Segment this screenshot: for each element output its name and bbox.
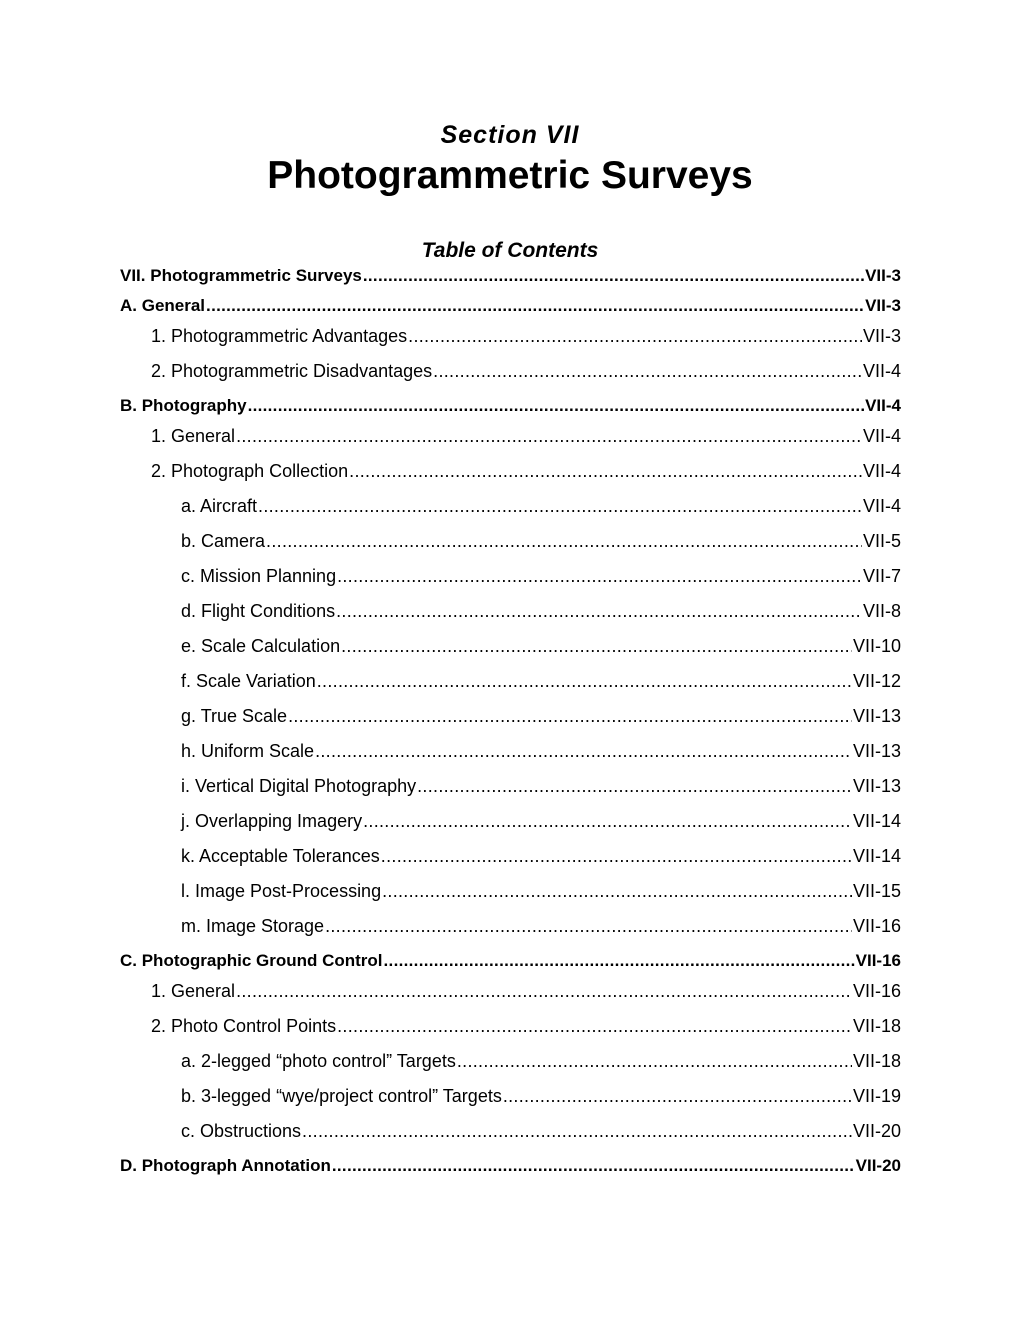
toc-leader xyxy=(248,393,865,419)
toc-entry-label: c. Obstructions xyxy=(181,1121,302,1141)
toc-entry-page: VII-18 xyxy=(852,1016,901,1036)
toc-leader xyxy=(381,843,852,869)
toc-leader xyxy=(332,1153,855,1179)
toc-entry-label: B. Photography xyxy=(120,396,247,415)
toc-entry-label: j. Overlapping Imagery xyxy=(181,811,363,831)
toc-entry-page: VII-20 xyxy=(852,1121,901,1141)
toc-entry-label: 2. Photograph Collection xyxy=(151,461,349,481)
toc-entry[interactable] xyxy=(120,358,901,393)
toc-entry-label: VII. Photogrammetric Surveys xyxy=(120,266,362,285)
toc-leader xyxy=(382,878,852,904)
toc-entry[interactable] xyxy=(120,393,901,423)
toc-entry[interactable] xyxy=(120,1083,901,1118)
toc-leader xyxy=(417,773,852,799)
toc-entry[interactable] xyxy=(120,458,901,493)
toc-entry-label: 2. Photogrammetric Disadvantages xyxy=(151,361,433,381)
toc-entry-page: VII-12 xyxy=(852,671,901,691)
toc-entry[interactable] xyxy=(120,528,901,563)
toc-leader xyxy=(315,738,852,764)
toc-entry-label: 2. Photo Control Points xyxy=(151,1016,337,1036)
toc-entry-label: b. 3-legged “wye/project control” Targets xyxy=(181,1086,502,1106)
toc-entry-page: VII-7 xyxy=(862,566,901,586)
toc-entry[interactable] xyxy=(120,293,901,323)
toc-entry-page: VII-3 xyxy=(865,266,901,285)
toc-entry[interactable] xyxy=(120,1048,901,1083)
toc-entry-label: 1. General xyxy=(151,981,236,1001)
toc-entry[interactable] xyxy=(120,1153,901,1183)
toc-heading: Table of Contents xyxy=(421,239,599,262)
toc-leader xyxy=(325,913,852,939)
toc-entry-page: VII-14 xyxy=(852,811,901,831)
toc-entry-page: VII-4 xyxy=(862,361,901,381)
toc-entry-label: C. Photographic Ground Control xyxy=(120,951,383,970)
toc-entry-page: VII-18 xyxy=(852,1051,901,1071)
toc-leader xyxy=(236,423,862,449)
toc-leader xyxy=(363,263,864,289)
toc-entry-page: VII-4 xyxy=(862,461,901,481)
toc-entry-label: f. Scale Variation xyxy=(181,671,316,691)
toc-leader xyxy=(336,598,862,624)
toc-leader xyxy=(337,1013,852,1039)
toc-leader xyxy=(384,948,855,974)
toc-entry[interactable] xyxy=(120,493,901,528)
toc-leader xyxy=(503,1083,852,1109)
toc-entry[interactable] xyxy=(120,948,901,978)
toc-entry[interactable] xyxy=(120,563,901,598)
toc-entry-page: VII-5 xyxy=(862,531,901,551)
toc-entry[interactable] xyxy=(120,633,901,668)
toc-entry[interactable] xyxy=(120,978,901,1013)
toc-entry[interactable] xyxy=(120,263,901,293)
toc-entry-page: VII-4 xyxy=(865,396,901,415)
toc-entry-page: VII-14 xyxy=(852,846,901,866)
toc-entry-page: VII-13 xyxy=(852,741,901,761)
toc-leader xyxy=(206,293,864,319)
toc-entry[interactable] xyxy=(120,913,901,948)
toc-leader xyxy=(302,1118,852,1144)
toc-leader xyxy=(317,668,852,694)
toc-leader xyxy=(236,978,852,1004)
toc-entry-page: VII-16 xyxy=(852,981,901,1001)
toc-entry-label: l. Image Post-Processing xyxy=(181,881,382,901)
toc-entry-page: VII-19 xyxy=(852,1086,901,1106)
toc-entry-page: VII-16 xyxy=(855,951,901,970)
toc-entry[interactable] xyxy=(120,1118,901,1153)
toc-entry-label: m. Image Storage xyxy=(181,916,325,936)
toc-entry-page: VII-10 xyxy=(852,636,901,656)
toc-leader xyxy=(258,493,862,519)
toc-entry-label: b. Camera xyxy=(181,531,266,551)
toc-entry-page: VII-13 xyxy=(852,706,901,726)
toc-entry-label: 1. Photogrammetric Advantages xyxy=(151,326,408,346)
toc-leader xyxy=(341,633,852,659)
toc-leader xyxy=(408,323,862,349)
toc-leader xyxy=(457,1048,852,1074)
toc-entry[interactable] xyxy=(120,878,901,913)
toc-leader xyxy=(266,528,862,554)
toc-entry-label: 1. General xyxy=(151,426,236,446)
toc-entry-label: d. Flight Conditions xyxy=(181,601,336,621)
toc-entry[interactable] xyxy=(120,703,901,738)
toc-entry-label: i. Vertical Digital Photography xyxy=(181,776,417,796)
toc-leader xyxy=(337,563,862,589)
toc-entry[interactable] xyxy=(120,773,901,808)
toc-entry[interactable] xyxy=(120,1013,901,1048)
toc-entry-page: VII-4 xyxy=(862,496,901,516)
toc-entry[interactable] xyxy=(120,738,901,773)
toc-entry-page: VII-8 xyxy=(862,601,901,621)
toc-leader xyxy=(349,458,862,484)
section-label: Section VII xyxy=(440,121,580,149)
toc-entry-label: e. Scale Calculation xyxy=(181,636,341,656)
toc-entry-label: k. Acceptable Tolerances xyxy=(181,846,380,866)
toc-entry-label: A. General xyxy=(120,296,206,315)
toc-leader xyxy=(433,358,862,384)
toc-entry-page: VII-3 xyxy=(865,296,901,315)
toc-entry[interactable] xyxy=(120,598,901,633)
toc-entry[interactable] xyxy=(120,843,901,878)
toc-entry[interactable] xyxy=(120,423,901,458)
toc-leader xyxy=(363,808,852,834)
toc-entry-label: g. True Scale xyxy=(181,706,288,726)
toc-entry-label: a. Aircraft xyxy=(181,496,258,516)
toc-entry-page: VII-15 xyxy=(852,881,901,901)
toc-entry[interactable] xyxy=(120,808,901,843)
toc-entry-page: VII-20 xyxy=(855,1156,901,1175)
toc-entry-label: a. 2-legged “photo control” Targets xyxy=(181,1051,456,1071)
toc-leader xyxy=(288,703,852,729)
toc-entry-page: VII-4 xyxy=(862,426,901,446)
toc-entry-page: VII-3 xyxy=(862,326,901,346)
toc-entry[interactable] xyxy=(120,323,901,358)
table-of-contents xyxy=(120,263,901,1183)
toc-entry-label: D. Photograph Annotation xyxy=(120,1156,331,1175)
toc-entry-page: VII-16 xyxy=(852,916,901,936)
toc-entry-label: h. Uniform Scale xyxy=(181,741,315,761)
toc-entry-page: VII-13 xyxy=(852,776,901,796)
page-title: Photogrammetric Surveys xyxy=(267,154,753,197)
toc-entry[interactable] xyxy=(120,668,901,703)
toc-entry-label: c. Mission Planning xyxy=(181,566,337,586)
